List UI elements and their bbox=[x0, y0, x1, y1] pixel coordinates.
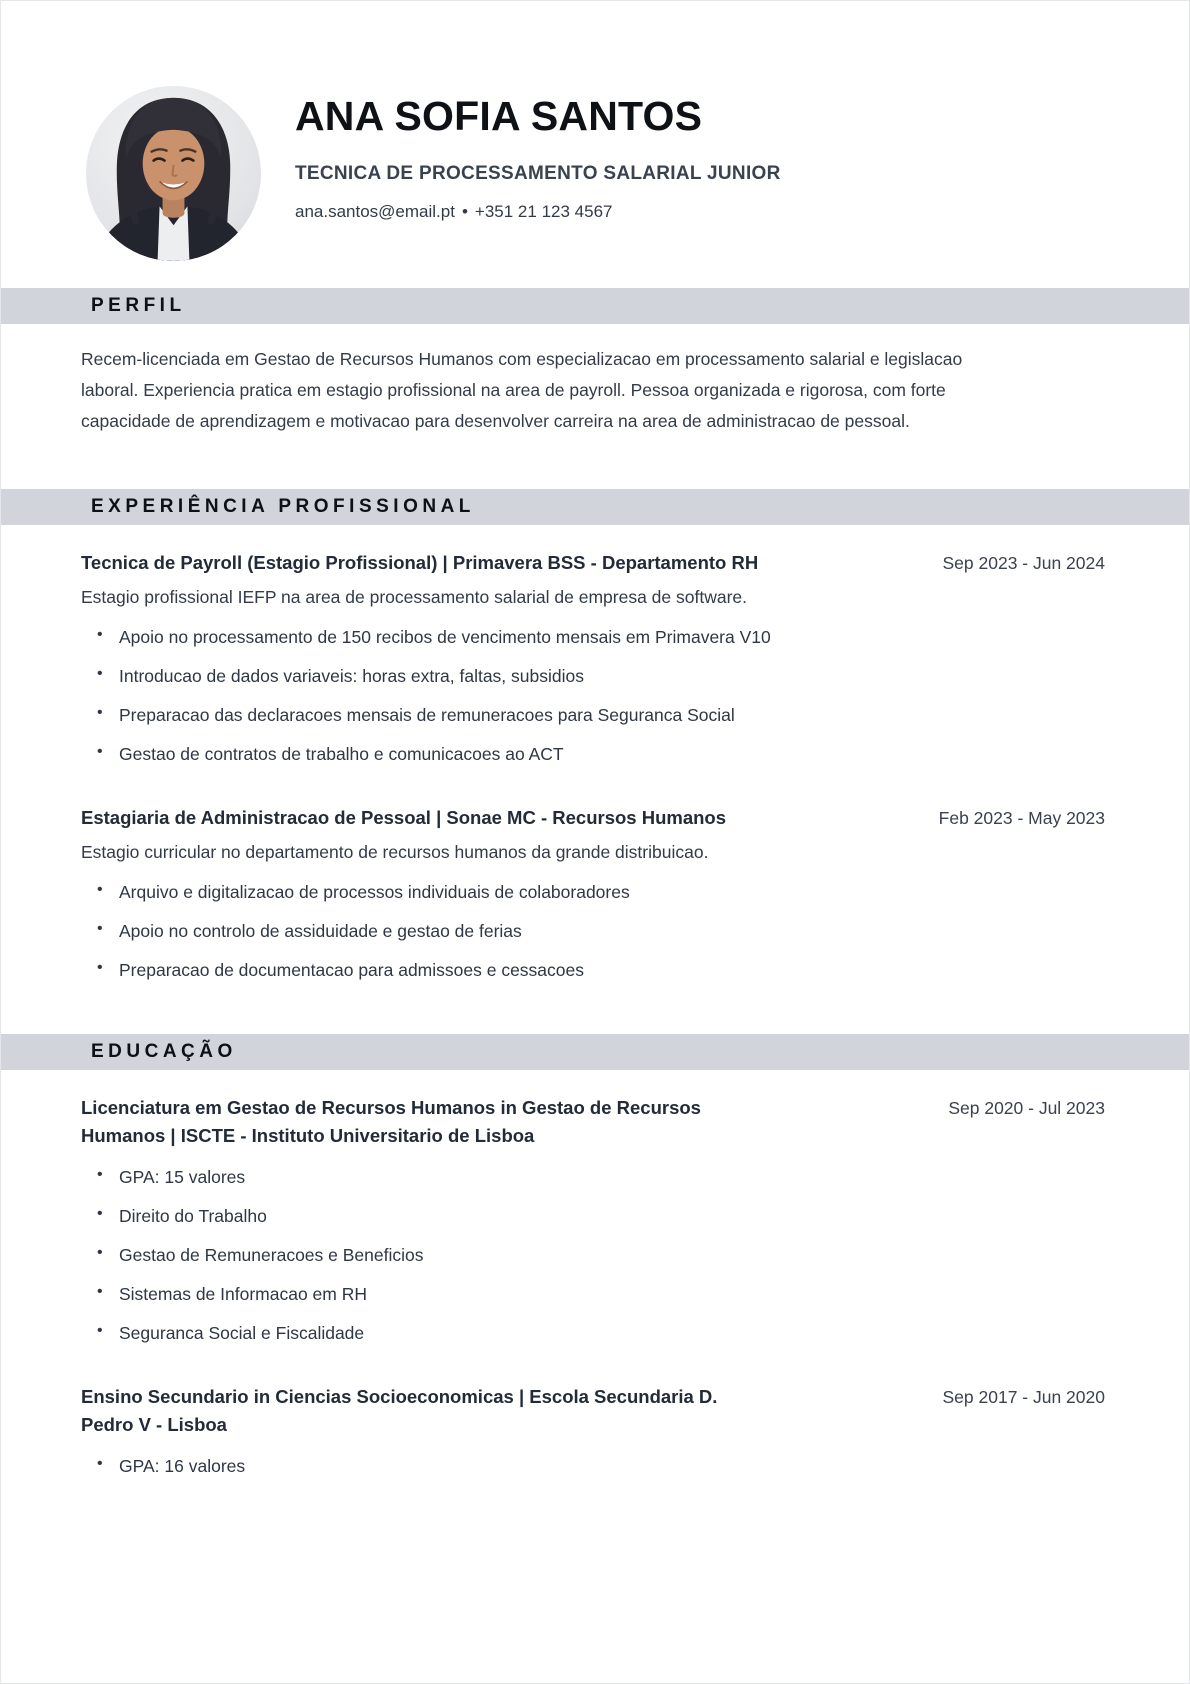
entry-degree-title: Ensino Secundario in Ciencias Socioeconomicas | Escola Secundaria D. Pedro V - Lisboa bbox=[81, 1386, 718, 1435]
bullet-item: • Introducao de dados variaveis: horas extra, faltas, subsidios bbox=[97, 664, 1105, 688]
bullet-item: • Apoio no processamento de 150 recibos de vencimento mensais em Primavera V10 bbox=[97, 625, 1105, 649]
bullet-item: • Preparacao das declaracoes mensais de remuneracoes para Seguranca Social bbox=[97, 703, 1105, 727]
header-text bbox=[295, 86, 781, 222]
entry-header bbox=[81, 549, 1105, 577]
entry-description: Estagio profissional IEFP na area de processamento salarial de empresa de software. bbox=[81, 587, 748, 607]
section-title-perfil: PERFIL bbox=[91, 295, 186, 316]
entry-header bbox=[81, 804, 1105, 832]
entry-dates: Sep 2017 - Jun 2020 bbox=[942, 1387, 1105, 1407]
entry-header bbox=[81, 1094, 1105, 1150]
experience-entry bbox=[81, 804, 1105, 982]
bullet-item: • GPA: 16 valores bbox=[97, 1454, 1105, 1478]
contact-line bbox=[295, 202, 781, 222]
section-body-perfil bbox=[1, 344, 1189, 437]
bullet-item: • Sistemas de Informacao em RH bbox=[97, 1282, 1105, 1306]
entry-description: Estagio curricular no departamento de recursos humanos da grande distribuicao. bbox=[81, 842, 709, 862]
section-header-perfil bbox=[1, 288, 1189, 324]
avatar bbox=[86, 86, 261, 261]
section-header-educacao bbox=[1, 1034, 1189, 1070]
bullet-item: • Gestao de contratos de trabalho e comunicacoes ao ACT bbox=[97, 742, 1105, 766]
section-header-experiencia bbox=[1, 489, 1189, 525]
bullet-item: • Apoio no controlo de assiduidade e gestao de ferias bbox=[97, 919, 1105, 943]
phone-text: +351 21 123 4567 bbox=[474, 202, 613, 222]
bullet-item: • GPA: 15 valores bbox=[97, 1165, 1105, 1189]
experience-entry bbox=[81, 549, 1105, 766]
bullet-list bbox=[81, 1454, 1105, 1478]
section-body-educacao bbox=[1, 1094, 1189, 1478]
profile-summary: Recem-licenciada em Gestao de Recursos Humanos com especializacao em processamento salarial e legislacao laboral. Experiencia pratica em estagio profissional na area de payroll. Pessoa organizada e rigorosa, com forte capacidade de aprendizagem e motivacao para desenvolver carreira na area de administracao de pessoal. bbox=[81, 349, 963, 431]
entry-dates: Feb 2023 - May 2023 bbox=[938, 808, 1105, 828]
avatar-portrait-image bbox=[86, 86, 261, 261]
person-name: ANA SOFIA SANTOS bbox=[295, 93, 703, 139]
email-text: ana.santos@email.pt bbox=[295, 202, 455, 222]
entry-dates: Sep 2023 - Jun 2024 bbox=[942, 553, 1105, 573]
bullet-item: • Seguranca Social e Fiscalidade bbox=[97, 1321, 1105, 1345]
bullet-item: • Arquivo e digitalizacao de processos individuais de colaboradores bbox=[97, 880, 1105, 904]
section-body-experiencia bbox=[1, 549, 1189, 982]
bullet-list bbox=[81, 625, 1105, 766]
entry-role-title: Estagiaria de Administracao de Pessoal | Sonae MC - Recursos Humanos bbox=[81, 807, 726, 828]
bullet-item: • Preparacao de documentacao para admissoes e cessacoes bbox=[97, 958, 1105, 982]
bullet-list bbox=[81, 880, 1105, 982]
bullet-item: • Direito do Trabalho bbox=[97, 1204, 1105, 1228]
entry-role-title: Tecnica de Payroll (Estagio Profissional) | Primavera BSS - Departamento RH bbox=[81, 552, 759, 573]
section-title-educacao: EDUCAÇÃO bbox=[91, 1041, 237, 1062]
bullet-list bbox=[81, 1165, 1105, 1345]
contact-separator-dot: • bbox=[461, 202, 468, 222]
education-entry bbox=[81, 1094, 1105, 1345]
entry-header bbox=[81, 1383, 1105, 1439]
education-entry bbox=[81, 1383, 1105, 1478]
entry-degree-title: Licenciatura em Gestao de Recursos Humanos in Gestao de Recursos Humanos | ISCTE - Instituto Universitario de Lisboa bbox=[81, 1097, 701, 1146]
section-title-experiencia: EXPERIÊNCIA PROFISSIONAL bbox=[91, 496, 475, 517]
person-job-title: TECNICA DE PROCESSAMENTO SALARIAL JUNIOR bbox=[295, 163, 781, 185]
resume-header bbox=[1, 1, 1189, 261]
bullet-item: • Gestao de Remuneracoes e Beneficios bbox=[97, 1243, 1105, 1267]
entry-dates: Sep 2020 - Jul 2023 bbox=[948, 1098, 1105, 1118]
